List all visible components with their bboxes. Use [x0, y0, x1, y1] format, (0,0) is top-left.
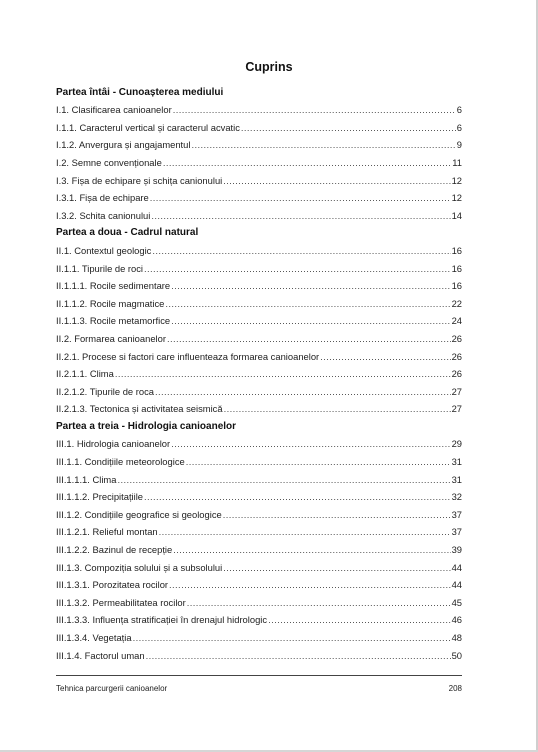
toc-entry-page: 26 [451, 368, 462, 380]
toc-dot-leader [159, 526, 451, 538]
toc-entry-page: 27 [451, 403, 462, 415]
footer-page-number: 208 [448, 684, 462, 693]
toc-entry[interactable] [56, 116, 462, 134]
toc-dot-leader [171, 315, 450, 327]
toc-entry[interactable] [56, 626, 462, 644]
toc-dot-leader [187, 597, 451, 609]
toc-entry[interactable] [56, 380, 462, 398]
toc-dot-leader [186, 456, 451, 468]
toc-entry[interactable] [56, 450, 462, 468]
toc-entry-page: 26 [451, 350, 462, 362]
toc-entry-title: II.2.1. Procese si factori care influenteaza formarea canioanelor [56, 350, 320, 362]
toc-dot-leader [171, 280, 450, 292]
toc-entry-title: I.1.2. Anvergura și angajamentul [56, 139, 191, 151]
toc-entry-page: 50 [451, 649, 462, 661]
toc-dot-leader [115, 368, 451, 380]
toc-entry[interactable] [56, 486, 462, 504]
toc-dot-leader [167, 333, 451, 345]
toc-entry[interactable] [56, 257, 462, 275]
toc-entry-page: 29 [451, 438, 462, 450]
toc-entry-page: 6 [456, 121, 462, 133]
toc-entry-title: I.1.1. Caracterul vertical și caracterul acvatic [56, 121, 240, 133]
toc-dot-leader [191, 139, 455, 151]
toc-entry-page: 31 [451, 473, 462, 485]
toc-entry-page: 37 [451, 508, 462, 520]
toc-entry[interactable] [56, 503, 462, 521]
toc-entry-title: II.1.1.2. Rocile magmatice [56, 297, 165, 309]
toc-entry-title: III.1.1. Condițiile meteorologice [56, 456, 185, 468]
toc-dot-leader [223, 175, 450, 187]
toc-entry-title: II.2.1.2. Tipurile de roca [56, 385, 154, 397]
toc-part-title: Partea a doua - Cadrul natural [56, 227, 199, 239]
toc-entry[interactable] [56, 275, 462, 293]
toc-entry-title: I.1. Clasificarea canioanelor [56, 104, 172, 116]
toc-dot-leader [223, 509, 451, 521]
toc-entry-title: II.1.1. Tipurile de roci [56, 262, 144, 274]
toc-entry[interactable] [56, 644, 462, 662]
toc-entry[interactable] [56, 345, 462, 363]
toc-entry-title: III.1.1.2. Precipitațiile [56, 491, 144, 503]
toc-dot-leader [150, 192, 451, 204]
toc-dot-leader [144, 491, 451, 503]
toc-entry-page: 48 [451, 632, 462, 643]
toc-entry-page: 44 [451, 579, 462, 591]
toc-entry[interactable] [56, 609, 462, 627]
toc-entry[interactable] [56, 134, 462, 152]
toc-entry-page: 12 [451, 174, 462, 186]
toc-entry[interactable] [56, 538, 462, 556]
toc-dot-leader [223, 562, 450, 574]
toc-entry-title: III.1.3.1. Porozitatea rocilor [56, 579, 169, 591]
toc-dot-leader [117, 474, 450, 486]
toc-entry-page: 16 [451, 244, 462, 256]
toc-entry-title: II.1.1.1. Rocile sedimentare [56, 280, 171, 292]
toc-entry-title: I.2. Semne convenționale [56, 156, 162, 168]
toc-dot-leader [152, 245, 450, 257]
toc-entry-title: II.2.1.1. Clima [56, 368, 114, 380]
toc-entry-page: 16 [451, 280, 462, 292]
toc-entry-title: III.1.3. Compoziția solului și a subsolului [56, 561, 223, 573]
toc-entry-title: III.1. Hidrologia canioanelor [56, 438, 171, 450]
toc-entry[interactable] [56, 99, 462, 117]
toc-entry-title: III.1.3.2. Permeabilitatea rocilor [56, 596, 186, 608]
toc-entry-page: 14 [451, 209, 462, 221]
toc-dot-leader [171, 438, 450, 450]
toc-entry-title: II.1.1.3. Rocile metamorfice [56, 315, 171, 327]
toc-entry[interactable] [56, 187, 462, 205]
toc-dot-leader [173, 544, 450, 556]
toc-entry-page: 24 [451, 315, 462, 327]
toc-entry-page: 16 [451, 262, 462, 274]
toc-entry-page: 45 [451, 596, 462, 608]
toc-entry-title: I.3.2. Schita canionului [56, 209, 151, 221]
toc-entry-page: 46 [451, 614, 462, 626]
toc-part-heading [56, 415, 462, 433]
footer-rule [56, 675, 462, 676]
toc-dot-leader [133, 632, 451, 644]
toc-entry-page: 22 [451, 297, 462, 309]
toc-entry[interactable] [56, 204, 462, 222]
toc-entry[interactable] [56, 327, 462, 345]
toc-entry[interactable] [56, 468, 462, 486]
toc-entry[interactable] [56, 151, 462, 169]
toc-entry[interactable] [56, 310, 462, 328]
toc-dot-leader [320, 351, 450, 363]
toc-entry-page: 37 [451, 526, 462, 538]
toc-entry-title: III.1.2. Condițiile geografice si geologice [56, 508, 222, 520]
toc-part-title: Partea întâi - Cunoașterea mediului [56, 86, 224, 98]
toc-entry-title: III.1.3.3. Influența stratificației în drenajul hidrologic [56, 614, 268, 626]
toc-entry-page: 6 [456, 104, 462, 116]
toc-entry[interactable] [56, 398, 462, 416]
toc-dot-leader [151, 210, 450, 222]
toc-entry-title: III.1.3.4. Vegetația [56, 632, 132, 643]
toc-entry-title: III.1.1.1. Clima [56, 473, 117, 485]
toc-entry[interactable] [56, 556, 462, 574]
toc-title: Cuprins [245, 60, 293, 74]
toc-dot-leader [165, 298, 450, 310]
toc-entry-page: 39 [451, 544, 462, 556]
toc-entry-title: II.1. Contextul geologic [56, 244, 152, 256]
toc-entry-title: III.1.4. Factorul uman [56, 649, 145, 661]
footer-title: Tehnica parcurgerii canioanelor [56, 684, 168, 693]
toc-entry-title: II.2. Formarea canioanelor [56, 332, 166, 344]
toc-dot-leader [169, 579, 451, 591]
toc-entry[interactable] [56, 521, 462, 539]
toc-entry-page: 9 [456, 139, 462, 151]
toc-dot-leader [163, 157, 451, 169]
toc-part-heading [56, 222, 462, 240]
toc-entry-page: 44 [451, 561, 462, 573]
toc-part-heading [56, 81, 462, 99]
toc-entry-title: III.1.2.2. Bazinul de recepție [56, 544, 173, 556]
toc-entry-page: 31 [451, 456, 462, 468]
toc-entry[interactable] [56, 239, 462, 257]
toc-dot-leader [144, 263, 451, 275]
toc-entry-page: 12 [451, 192, 462, 204]
toc-dot-leader [241, 122, 456, 134]
toc-entry-page: 27 [451, 385, 462, 397]
toc-entry-page: 26 [451, 332, 462, 344]
toc-dot-leader [173, 104, 456, 116]
toc-dot-leader [268, 614, 451, 626]
toc-entry-title: III.1.2.1. Relieful montan [56, 526, 158, 538]
table-of-contents [56, 81, 462, 662]
toc-entry[interactable] [56, 292, 462, 310]
toc-entry-title: II.2.1.3. Tectonica și activitatea seismică [56, 403, 223, 415]
toc-entry-title: I.3. Fișa de echipare și schița canionului [56, 174, 223, 186]
toc-dot-leader [224, 403, 451, 415]
toc-entry[interactable] [56, 591, 462, 609]
toc-entry[interactable] [56, 433, 462, 451]
toc-entry-title: I.3.1. Fișa de echipare [56, 192, 149, 204]
toc-entry[interactable] [56, 169, 462, 187]
toc-entry-page: 32 [451, 491, 462, 503]
toc-dot-leader [146, 650, 451, 662]
toc-part-title: Partea a treia - Hidrologia canioanelor [56, 420, 237, 432]
toc-entry[interactable] [56, 363, 462, 381]
toc-dot-leader [155, 386, 451, 398]
toc-entry[interactable] [56, 574, 462, 592]
toc-entry-page: 11 [452, 156, 462, 168]
